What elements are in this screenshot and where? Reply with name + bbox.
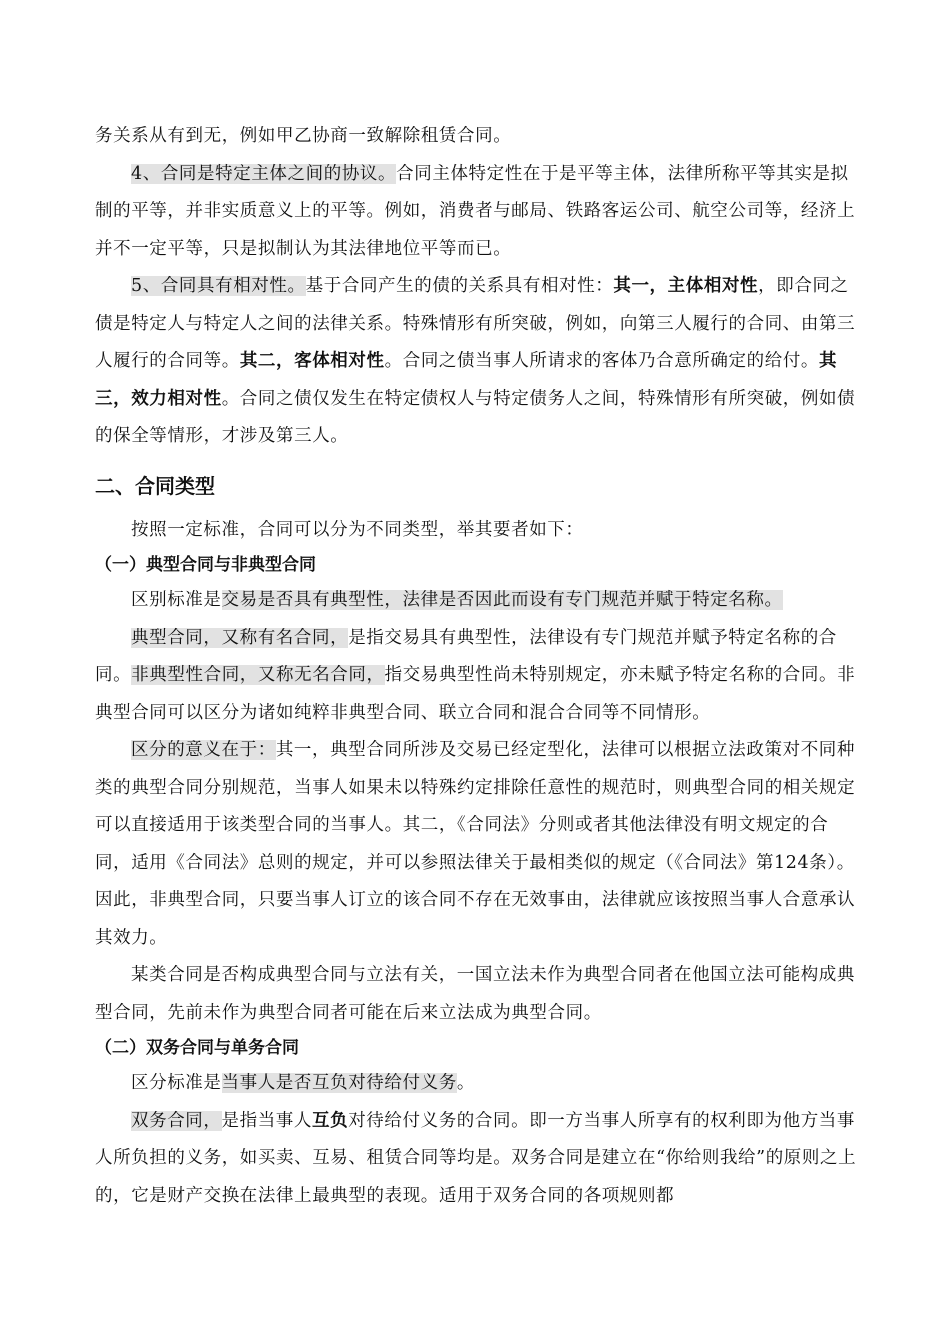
highlight: 非典型性合同，又称无名合同，	[131, 665, 385, 685]
highlight: 双务合同，	[131, 1110, 222, 1131]
paragraph-point-4: 4、合同是特定主体之间的协议。合同主体特定性在于是平等主体，法律所称平等其实是拟制的平等，并非实质意义上的平等。例如，消费者与邮局、铁路客运公司、航空公司等，经济上并不一定平等，只是拟制认为其法律地位平等而已。	[95, 163, 856, 259]
bold-term: 其三，效力相对性	[95, 351, 838, 409]
section-heading: 二、合同类型	[95, 473, 215, 498]
highlight: 典型合同，又称有名合同，	[131, 627, 349, 648]
paragraph-criterion: 区别标准是交易是否具有典型性，法律是否因此而设有专门规范并赋于特定名称。	[131, 590, 783, 610]
paragraph-legislation: 某类合同是否构成典型合同与立法有关，一国立法未作为典型合同者在他国立法可能构成典型合同，先前未作为典型合同者可能在后来立法成为典型合同。	[95, 965, 855, 1023]
paragraph-criterion: 区分标准是当事人是否互负对待给付义务。	[131, 1073, 475, 1093]
bold-term: 其二，客体相对性	[239, 351, 385, 371]
highlight: 交易是否具有典型性，法律是否因此而设有专门规范并赋于特定名称。	[221, 590, 783, 610]
paragraph-intro: 按照一定标准，合同可以分为不同类型，举其要者如下：	[131, 519, 584, 540]
paragraph-continuation: 务关系从有到无，例如甲乙协商一致解除租赁合同。	[95, 126, 512, 146]
highlight: 5、合同具有相对性。	[131, 276, 306, 296]
subsection-heading: （一）典型合同与非典型合同	[95, 555, 316, 575]
document-body	[95, 118, 860, 1215]
paragraph-significance: 区分的意义在于：其一，典型合同所涉及交易已经定型化，法律可以根据立法政策对不同种类的典型合同分别规范，当事人如果未以特殊约定排除任意性的规范时，则典型合同的相关规定可以直接适用于该类型合同的当事人。其二，《合同法》分则或者其他法律没有明文规定的合同，适用《合同法》总则的规定，并可以参照法律关于最相类似的规定（《合同法》第124条）。因此，非典型合同，只要当事人订立的该合同不存在无效事由，法律就应该按照当事人合意承认其效力。	[95, 740, 856, 948]
bold-term: 其一，主体相对性	[613, 276, 759, 296]
highlight: 当事人是否互负对待给付义务	[221, 1073, 457, 1093]
paragraph-definitions: 典型合同，又称有名合同，是指交易具有典型性，法律设有专门规范并赋予特定名称的合同。非典型性合同，又称无名合同，指交易典型性尚未特别规定，亦未赋予特定名称的合同。非典型合同可以区分为诸如纯粹非典型合同、联立合同和混合合同等不同情形。	[95, 627, 856, 723]
highlight: 4、合同是特定主体之间的协议。	[131, 163, 397, 184]
paragraph-point-5: 5、合同具有相对性。基于合同产生的债的关系具有相对性：其一，主体相对性，即合同之债是特定人与特定人之间的法律关系。特殊情形有所突破，例如，向第三人履行的合同、由第三人履行的合同等。其二，客体相对性。合同之债当事人所请求的客体乃合意所确定的给付。其三，效力相对性。合同之债仅发生在特定债权人与特定债务人之间，特殊情形有所突破，例如债的保全等情形，才涉及第三人。	[95, 276, 856, 446]
subsection-heading: （二）双务合同与单务合同	[95, 1038, 299, 1058]
bold-term: 互负	[312, 1110, 349, 1131]
paragraph-bilateral: 双务合同，是指当事人互负对待给付义务的合同。即一方当事人所享有的权利即为他方当事人所负担的义务，如买卖、互易、租赁合同等均是。双务合同是建立在“你给则我给”的原则之上的，它是财产交换在法律上最典型的表现。适用于双务合同的各项规则都	[95, 1110, 857, 1206]
highlight: 区分的意义在于：	[131, 740, 276, 760]
